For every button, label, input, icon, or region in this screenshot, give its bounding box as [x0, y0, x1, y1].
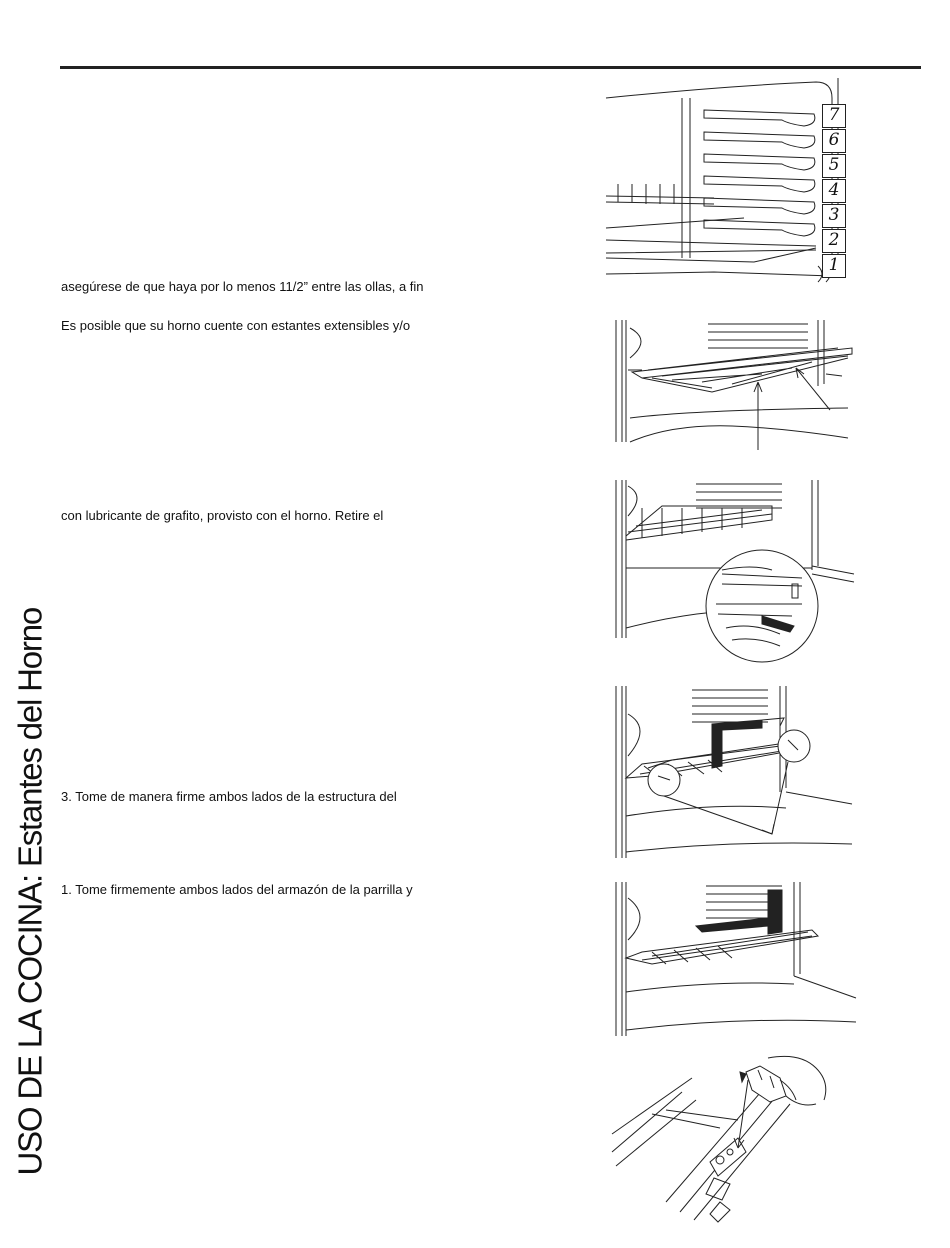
- paragraph-graphite-lubricant: con lubricante de grafito, provisto con el horno. Retire el: [61, 508, 384, 523]
- rack-position-2: 2: [822, 229, 846, 253]
- rack-position-5: 5: [822, 154, 846, 178]
- header-rule: [60, 66, 921, 69]
- rack-position-3: 3: [822, 204, 846, 228]
- rack-position-labels: [822, 104, 846, 278]
- figure-extension-rack: [612, 318, 854, 450]
- paragraph-step-1: 1. Tome firmemente ambos lados del armazón de la parrilla y: [61, 882, 413, 897]
- side-title-text: USO DE LA COCINA: Estantes del Horno: [12, 608, 49, 1176]
- paragraph-rack-spacing: asegúrese de que haya por lo menos 11/2” entre las ollas, a fin: [61, 279, 424, 294]
- rack-position-6: 6: [822, 129, 846, 153]
- figure-rack-lubrication-detail: [612, 478, 856, 668]
- figure-replace-rack: [612, 880, 858, 1038]
- paragraph-extension-racks: Es posible que su horno cuente con estantes extensibles y/o: [61, 318, 411, 333]
- figure-rack-positions: [604, 78, 854, 283]
- figure-apply-graphite: [610, 1052, 836, 1224]
- side-title: [12, 28, 52, 1176]
- figure-remove-rack: [612, 684, 856, 860]
- rack-position-4: 4: [822, 179, 846, 203]
- paragraph-step-3: 3. Tome de manera firme ambos lados de la estructura del: [61, 789, 397, 804]
- rack-position-1: 1: [822, 254, 846, 278]
- rack-position-7: 7: [822, 104, 846, 128]
